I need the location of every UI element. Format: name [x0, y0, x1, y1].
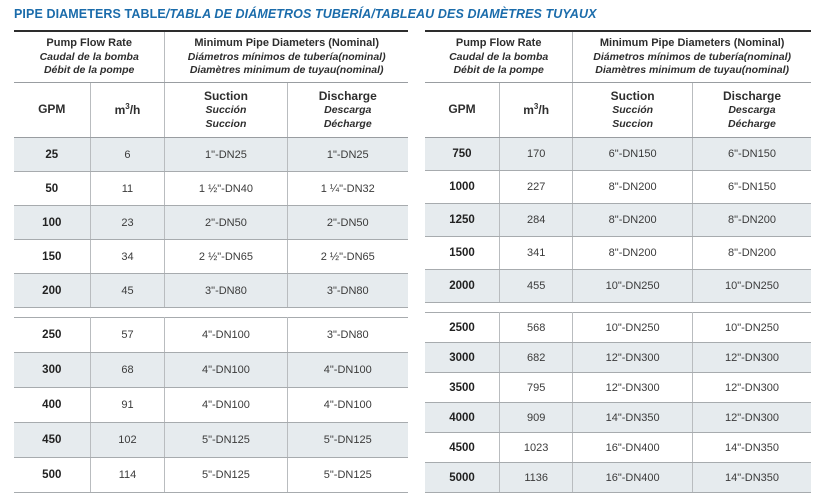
gpm-cell: 2500 — [425, 313, 499, 343]
table-row — [14, 318, 408, 353]
m3h-cell: 227 — [499, 171, 572, 204]
m3h-cell: 284 — [499, 204, 572, 237]
table-row — [14, 240, 408, 274]
suction-cell: 2"-DN50 — [165, 206, 287, 240]
table-row — [425, 204, 811, 237]
table-row — [14, 274, 408, 308]
discharge-cell: 12"-DN300 — [692, 373, 811, 403]
gpm-cell: 50 — [14, 172, 90, 206]
gpm-column-header — [425, 83, 499, 138]
m3h-rest: /h — [538, 102, 550, 117]
gpm-cell: 4000 — [425, 403, 499, 433]
gpm-cell: 100 — [14, 206, 90, 240]
discharge-cell: 8"-DN200 — [692, 204, 811, 237]
m3h-cell: 170 — [499, 138, 572, 171]
discharge-column-header — [287, 83, 408, 138]
min-diameters-es: Diámetros mínimos de tubería(nominal) — [593, 50, 792, 63]
gpm-cell: 1250 — [425, 204, 499, 237]
discharge-cell: 10"-DN250 — [692, 270, 811, 303]
flow-rate-fr: Débit de la pompe — [43, 64, 135, 77]
suction-fr: Succion — [612, 117, 654, 130]
suction-cell: 8"-DN200 — [573, 171, 693, 204]
suction-cell: 14"-DN350 — [573, 403, 693, 433]
page-title — [14, 7, 811, 21]
gpm-cell: 4500 — [425, 433, 499, 463]
m3h-label — [502, 102, 570, 119]
m3h-cell: 341 — [499, 237, 572, 270]
suction-cell: 5"-DN125 — [165, 423, 287, 458]
gpm-cell: 1500 — [425, 237, 499, 270]
min-diameters-fr: Diamètres minimum de tuyau(nominal) — [189, 64, 384, 77]
table-row — [425, 343, 811, 373]
discharge-cell: 3"-DN80 — [287, 274, 408, 308]
gpm-cell: 200 — [14, 274, 90, 308]
discharge-cell: 4"-DN100 — [287, 388, 408, 423]
flow-rate-es: Caudal de la bomba — [449, 50, 549, 63]
discharge-cell: 2"-DN50 — [287, 206, 408, 240]
suction-cell: 12"-DN300 — [573, 373, 693, 403]
m3h-cell: 68 — [90, 353, 165, 388]
gpm-label: GPM — [38, 102, 66, 117]
m3h-label — [93, 102, 163, 119]
m3h-base: m — [523, 102, 534, 117]
m3h-cell: 682 — [499, 343, 572, 373]
min-diameters-en: Minimum Pipe Diameters (Nominal) — [194, 37, 379, 50]
flow-rate-es: Caudal de la bomba — [39, 50, 139, 63]
m3h-cell: 1023 — [499, 433, 572, 463]
table-row — [425, 237, 811, 270]
m3h-cell: 568 — [499, 313, 572, 343]
suction-cell: 3"-DN80 — [165, 274, 287, 308]
flow-rate-fr: Débit de la pompe — [453, 64, 544, 77]
discharge-column-header — [692, 83, 811, 138]
discharge-cell: 6"-DN150 — [692, 171, 811, 204]
table-row — [14, 423, 408, 458]
suction-cell: 8"-DN200 — [573, 204, 693, 237]
gpm-cell: 750 — [425, 138, 499, 171]
table-row — [14, 172, 408, 206]
table-row — [14, 353, 408, 388]
m3h-cell: 1136 — [499, 463, 572, 493]
m3h-cell: 455 — [499, 270, 572, 303]
suction-cell: 4"-DN100 — [165, 353, 287, 388]
discharge-es: Descarga — [324, 104, 372, 117]
discharge-cell: 10"-DN250 — [692, 313, 811, 343]
flow-rate-header — [14, 31, 165, 83]
suction-en: Suction — [203, 88, 248, 103]
suction-cell: 8"-DN200 — [573, 237, 693, 270]
min-diameters-en: Minimum Pipe Diameters (Nominal) — [599, 37, 785, 50]
m3h-cell: 795 — [499, 373, 572, 403]
gpm-cell: 400 — [14, 388, 90, 423]
title-english: PIPE DIAMETERS TABLE — [14, 7, 166, 21]
suction-cell: 10"-DN250 — [573, 313, 693, 343]
discharge-cell: 4"-DN100 — [287, 353, 408, 388]
suction-cell: 10"-DN250 — [573, 270, 693, 303]
gpm-cell: 450 — [14, 423, 90, 458]
suction-cell: 4"-DN100 — [165, 388, 287, 423]
discharge-cell: 14"-DN350 — [692, 463, 811, 493]
suction-cell: 4"-DN100 — [165, 318, 287, 353]
table-row — [425, 463, 811, 493]
flow-rate-header — [425, 31, 573, 83]
left-table-header — [14, 30, 408, 138]
gpm-cell: 1000 — [425, 171, 499, 204]
discharge-cell: 1"-DN25 — [287, 138, 408, 172]
table-row — [425, 403, 811, 433]
gpm-cell: 3500 — [425, 373, 499, 403]
m3h-cell: 91 — [90, 388, 165, 423]
m3h-cell: 11 — [90, 172, 165, 206]
m3h-cell: 114 — [90, 458, 165, 493]
right-table-section-1 — [425, 138, 811, 303]
suction-cell: 6"-DN150 — [573, 138, 693, 171]
min-diameters-header — [573, 31, 811, 83]
discharge-cell: 14"-DN350 — [692, 433, 811, 463]
table-row — [425, 171, 811, 204]
suction-column-header — [573, 83, 693, 138]
title-translations: /TABLA DE DIÁMETROS TUBERÍA/TABLEAU DES DIAMÈTRES TUYAUX — [165, 7, 597, 21]
pipe-table-right — [425, 30, 811, 493]
left-header-row — [14, 31, 408, 83]
discharge-en: Discharge — [722, 88, 781, 103]
gpm-cell: 150 — [14, 240, 90, 274]
min-diameters-es: Diámetros mínimos de tubería(nominal) — [187, 50, 386, 63]
min-diameters-header — [165, 31, 408, 83]
table-row — [425, 433, 811, 463]
gpm-cell: 250 — [14, 318, 90, 353]
discharge-fr: Décharge — [728, 117, 776, 130]
m3h-cell: 45 — [90, 274, 165, 308]
left-subheader-row — [14, 83, 408, 138]
suction-cell: 16"-DN400 — [573, 463, 693, 493]
tables-container — [14, 30, 811, 493]
discharge-fr: Décharge — [323, 117, 372, 130]
m3h-cell: 23 — [90, 206, 165, 240]
discharge-cell: 1 ¼"-DN32 — [287, 172, 408, 206]
suction-cell: 1"-DN25 — [165, 138, 287, 172]
suction-cell: 2 ½"-DN65 — [165, 240, 287, 274]
right-table-header — [425, 30, 811, 138]
discharge-en: Discharge — [318, 88, 377, 103]
table-row — [14, 138, 408, 172]
gpm-cell: 3000 — [425, 343, 499, 373]
min-diameters-fr: Diamètres minimum de tuyau(nominal) — [595, 64, 789, 77]
gpm-cell: 300 — [14, 353, 90, 388]
suction-cell: 12"-DN300 — [573, 343, 693, 373]
discharge-cell: 12"-DN300 — [692, 403, 811, 433]
pipe-table-left — [14, 30, 408, 493]
gpm-cell: 500 — [14, 458, 90, 493]
right-header-row — [425, 31, 811, 83]
suction-es: Succión — [612, 104, 654, 117]
table-row — [14, 206, 408, 240]
table-row — [425, 373, 811, 403]
m3h-sup: 3 — [125, 101, 130, 111]
suction-fr: Succion — [205, 117, 247, 130]
flow-rate-en: Pump Flow Rate — [46, 37, 132, 50]
discharge-cell: 5"-DN125 — [287, 458, 408, 493]
gpm-cell: 2000 — [425, 270, 499, 303]
suction-column-header — [165, 83, 287, 138]
m3h-column-header — [90, 83, 165, 138]
suction-cell: 5"-DN125 — [165, 458, 287, 493]
gpm-cell: 5000 — [425, 463, 499, 493]
discharge-cell: 8"-DN200 — [692, 237, 811, 270]
suction-en: Suction — [610, 88, 655, 103]
gpm-cell: 25 — [14, 138, 90, 172]
m3h-cell: 57 — [90, 318, 165, 353]
right-section-divider — [425, 303, 811, 312]
right-table-section-2 — [425, 312, 811, 493]
left-table-section-1 — [14, 138, 408, 308]
table-row — [425, 270, 811, 303]
discharge-es: Descarga — [728, 104, 776, 117]
left-table-section-2 — [14, 317, 408, 493]
table-row — [14, 458, 408, 493]
gpm-column-header — [14, 83, 90, 138]
m3h-cell: 34 — [90, 240, 165, 274]
suction-cell: 1 ½"-DN40 — [165, 172, 287, 206]
table-row — [14, 388, 408, 423]
discharge-cell: 2 ½"-DN65 — [287, 240, 408, 274]
table-row — [425, 313, 811, 343]
gpm-label: GPM — [448, 102, 476, 117]
suction-es: Succión — [205, 104, 247, 117]
flow-rate-en: Pump Flow Rate — [455, 37, 542, 50]
table-row — [425, 138, 811, 171]
discharge-cell: 3"-DN80 — [287, 318, 408, 353]
suction-cell: 16"-DN400 — [573, 433, 693, 463]
right-subheader-row — [425, 83, 811, 138]
m3h-rest: /h — [129, 102, 141, 117]
discharge-cell: 6"-DN150 — [692, 138, 811, 171]
m3h-base: m — [114, 102, 126, 117]
discharge-cell: 12"-DN300 — [692, 343, 811, 373]
m3h-cell: 6 — [90, 138, 165, 172]
discharge-cell: 5"-DN125 — [287, 423, 408, 458]
m3h-sup: 3 — [533, 101, 539, 111]
m3h-cell: 102 — [90, 423, 165, 458]
m3h-column-header — [499, 83, 572, 138]
m3h-cell: 909 — [499, 403, 572, 433]
left-section-divider — [14, 308, 408, 317]
